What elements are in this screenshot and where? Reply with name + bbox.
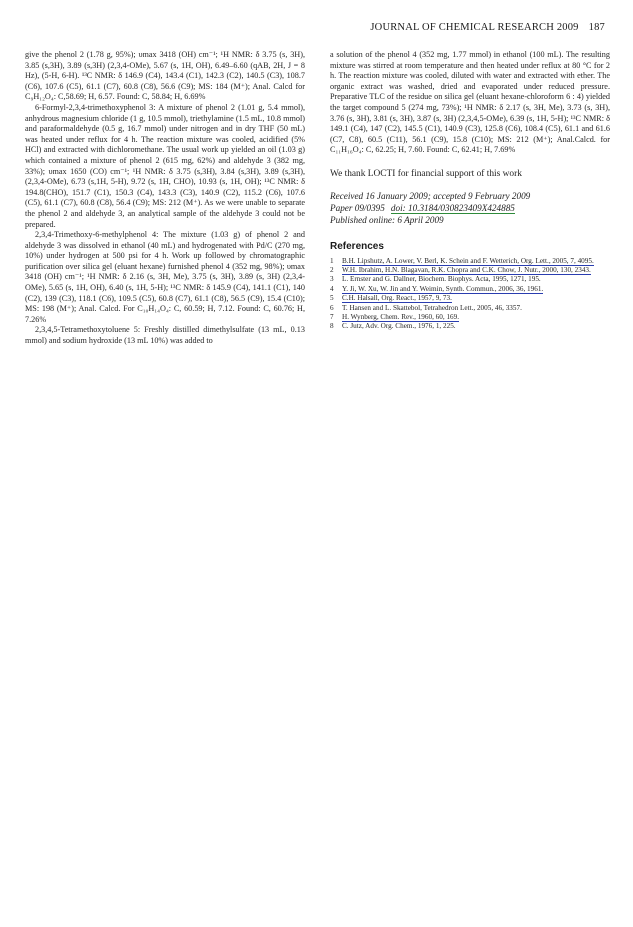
paragraph-compound-5-end: a solution of the phenol 4 (352 mg, 1.77 mmol) in ethanol (100 mL). The resulting mixture was stirred at room temperature and then heated under reflux at 80 °C for 2 h. The reaction mixture was cooled, diluted with water and extracted with ether. The organic extract was washed, dried and evaporated under reduced pressure. Preparative TLC of the residue on silica gel (eluant hexane-chloroform 6 : 4) yielded the target compound 5 (274 mg, 73%); ¹H NMR: δ 2.17 (s, 3H, Me), 3.73 (s, 3H), 3.76 (s, 3H), 3.81 (s, 3H), 3.87 (s, 3H) (2,3,4,5-OMe), 6.39 (s, 1H, 5-H); ¹³C NMR: δ 149.1 (C4), 147 (C2), 145.5 (C1), 140.9 (C3), 125.8 (C6), 108.4 (C5), 61.1 and 61.6 (C7, C8), 60.5 (C11), 56.1 (C9), 15.8 (C10); MS: 212 (M⁺); Anal.Calcd. for C₁₁H₁₆O₄: C, 62.25; H, 7.60. Found: C, 62.41; H, 7.69% [330, 50, 610, 155]
reference-number: 1 [330, 256, 334, 265]
reference-number: 3 [330, 275, 334, 284]
reference-text[interactable]: B.H. Lipshutz, A. Lower, V. Berl, K. Schein and F. Wetterich, Org. Lett., 2005, 7, 4095. [342, 256, 594, 265]
reference-text[interactable]: Y. Ji, W. Xu, W. Jin and Y. Weimin, Synth. Commun., 2006, 36, 1961. [342, 284, 544, 293]
acknowledgement: We thank LOCTI for financial support of this work [330, 168, 522, 179]
reference-item [330, 266, 610, 275]
right-column [330, 50, 610, 332]
published-date: Published online: 6 April 2009 [330, 214, 444, 225]
reference-number: 8 [330, 322, 334, 331]
reference-text[interactable]: H. Wynberg, Chem. Rev., 1960, 60, 169. [342, 312, 460, 321]
reference-text[interactable]: C.H. Halsall, Org. React., 1957, 9, 73. [342, 294, 452, 303]
paper-number: Paper 09/0395 [330, 202, 385, 213]
reference-text[interactable]: W.H. Ibrahim, H.N. Blagavan, R.K. Chopra and C.K. Chow, J. Nutr., 2000, 130, 2343. [342, 265, 591, 274]
paragraph-compound-4: 2,3,4-Trimethoxy-6-methylphenol 4: The mixture (1.03 g) of phenol 2 and aldehyde 3 was dissolved in ethanol (40 mL) and hydrogenated with Pd/C (270 mg, 10%) under hydrogen at 500 psi for 4 h. Work up followed by chromatographic purification over silica gel (eluant hexane) furnished phenol 4 (352 mg, 98%); υmax 3418 (OH) cm⁻¹; ¹H NMR: δ 2.16 (s, 3H, Me), 3.75 (s, 3H), 3.89 (s, 3H) (2,3,4-OMe), 5.65 (s, 1H, OH), 6.40 (s, 1H, 5-H); ¹³C NMR: δ 145.9 (C4), 141.1 (C1), 140 (C2), 139 (C3), 118.1 (C6), 109.5 (C5), 60.8 (C7), 61.1 (C8), 56.5 (C9), 15.4 (C10); MS: 198 (M⁺); Anal. Calcd. For C₁₀H₁₄O₄: C, 60.59; H, 7.12. Found: C, 60.76; H, 7.26% [25, 230, 305, 324]
reference-number: 7 [330, 312, 334, 321]
reference-item [330, 275, 610, 284]
paragraph-compound-5-start: 2,3,4,5-Tetramethoxytoluene 5: Freshly distilled dimethylsulfate (13 mL, 0.13 mmol) and sodium hydroxide (13 mL 10%) was added to [25, 325, 305, 346]
paragraph-phenol-2-data: give the phenol 2 (1.78 g, 95%); υmax 3418 (OH) cm⁻¹; ¹H NMR: δ 3.75 (s, 3H), 3.85 (s,3H), 3.89 (s,3H) (2,3,4-OMe), 5.67 (s, 1H, OH), 6.49–6.60 (qAB, 2H, J = 8 Hz), (5-H, 6-H). ¹³C NMR: δ 146.9 (C4), 143.4 (C1), 142.3 (C2), 140.5 (C3), 108.7 (C6), 107.6 (C5), 61.1 (C7), 60.8 (C8), 56.6 (C9); MS: 184 (M⁺); Anal. Calcd for C₉H₁₂O₄: C,58.69; H, 6.57. Found: C, 58.84; H, 6.69% [25, 50, 305, 102]
page-number: 187 [588, 22, 605, 33]
reference-text: L. Ernster and G. Dallner, Biochem. Biophys. Acta, 1995, 1271, 195. [342, 275, 541, 284]
paragraph-compound-3: 6-Formyl-2,3,4-trimethoxyphenol 3: A mixture of phenol 2 (1.01 g, 5.4 mmol), anhydrous magnesium chloride (1 g, 10.5 mmol), triethylamine (1.5 mL, 10.8 mmol) and paraformaldehyde (0.5 g, 16.7 mmol) under nitrogen and in dry THF (50 mL) was heated under reflux for 4 h. The reaction mixture was cooled, acidified (5% HCl) and extracted with dichloromethane. The usual work up yielded an oil (1.03 g) which contained a mixture of phenol 2 (615 mg, 62%) and aldehyde 3 (382 mg, 33%); υmax 1650 (CO) cm⁻¹; ¹H NMR: δ 3.75 (s,3H), 3.84 (s,3H), 3.89 (s,3H), (2,3,4-OMe), 6.73 (s,1H, 5-H), 9.72 (s, 1H, CHO), 10.93 (s, 1H, OH); ¹³C NMR: δ 194.8(CHO), 151.7 (C1), 150.3 (C4), 143.3 (C3), 140.9 (C2), 115.2 (C6), 107.6 (C5), 61.1 (C7), 60.8 (C8), 56.4 (C9); MS: 212 (M⁺). As we were unable to separate the phenol 2 and aldehyde 3, an analytical sample of the aldehyde 3 could not be prepared. [25, 102, 305, 229]
reference-item [330, 304, 610, 313]
doi-link[interactable]: doi: 10.3184/030823409X424885 [390, 202, 515, 213]
reference-item [330, 294, 610, 303]
reference-number: 6 [330, 303, 334, 312]
reference-list [330, 257, 610, 332]
reference-number: 5 [330, 294, 334, 303]
reference-item [330, 313, 610, 322]
reference-item [330, 257, 610, 266]
reference-item [330, 322, 610, 331]
received-date: Received 16 January 2009; accepted 9 February 2009 [330, 190, 531, 201]
running-head [370, 22, 605, 33]
reference-number: 4 [330, 284, 334, 293]
journal-title: JOURNAL OF CHEMICAL RESEARCH 2009 [370, 22, 579, 33]
reference-number: 2 [330, 265, 334, 274]
article-history [330, 190, 610, 226]
references-heading: References [330, 240, 384, 252]
paper-id-line [330, 202, 610, 214]
left-column [25, 50, 305, 347]
reference-item [330, 285, 610, 294]
reference-text: C. Jutz, Adv. Org. Chem., 1976, 1, 225. [342, 322, 456, 331]
reference-text: T. Hansen and L. Skattebol, Tetrahedron Lett., 2005, 46, 3357. [342, 303, 522, 312]
